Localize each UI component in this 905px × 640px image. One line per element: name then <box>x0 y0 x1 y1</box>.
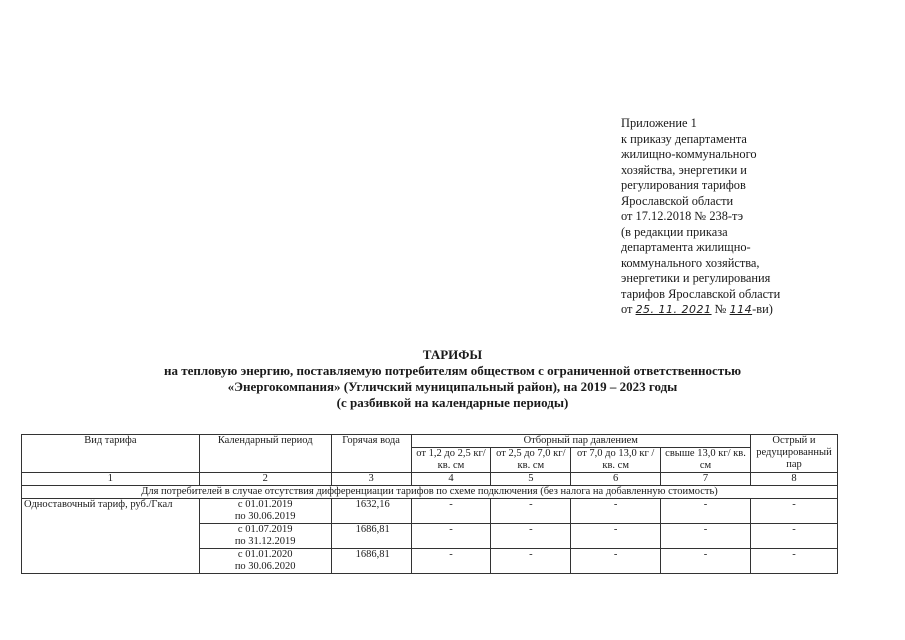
group-row <box>22 486 838 499</box>
column-number: 7 <box>661 473 751 486</box>
pressure-2-value: - <box>491 549 571 574</box>
table-row <box>22 499 838 524</box>
period-cell <box>199 524 331 549</box>
pressure-3-value: - <box>571 524 661 549</box>
appendix-prefix: от <box>621 302 633 316</box>
pressure-4-value: - <box>661 524 751 549</box>
column-number: 2 <box>199 473 331 486</box>
appendix-line: Приложение 1 <box>621 116 697 130</box>
pressure-3-value: - <box>571 549 661 574</box>
appendix-line: от 17.12.2018 № 238-тэ <box>621 209 744 223</box>
group-title: Для потребителей в случае отсутствия дифференциации тарифов по схеме подключения (без налога на добавленную стоимость) <box>22 486 838 499</box>
header-pressure-3: от 7,0 до 13,0 кг /кв. см <box>571 448 661 473</box>
pressure-2-value: - <box>491 524 571 549</box>
column-number: 6 <box>571 473 661 486</box>
period-to: по 31.12.2019 <box>234 536 296 547</box>
appendix-line: Ярославской области <box>621 193 734 208</box>
column-number: 3 <box>331 473 411 486</box>
pressure-4-value: - <box>661 549 751 574</box>
pressure-3-value: - <box>571 499 661 524</box>
period-from: с 01.01.2020 <box>237 549 293 560</box>
appendix-line: к приказу департамента <box>621 131 747 146</box>
appendix-last-line <box>621 302 881 318</box>
reduced-steam-value: - <box>750 524 837 549</box>
pressure-1-value: - <box>411 524 491 549</box>
appendix-line: хозяйства, энергетики и <box>621 162 747 177</box>
header-hot-water: Горячая вода <box>331 435 411 473</box>
hot-water-value: 1686,81 <box>331 524 411 549</box>
appendix-line: жилищно-коммунального <box>621 147 757 161</box>
appendix-suffix: -ви) <box>752 302 773 316</box>
header-steam-group: Отборный пар давлением <box>411 435 750 448</box>
document-title <box>0 347 905 411</box>
title-line-2: на тепловую энергию, поставляемую потребителям обществом с ограниченной ответственностью <box>163 363 742 378</box>
column-number: 4 <box>411 473 491 486</box>
period-from: с 01.07.2019 <box>237 524 293 535</box>
hot-water-value: 1632,16 <box>331 499 411 524</box>
pressure-1-value: - <box>411 549 491 574</box>
period-cell <box>199 549 331 574</box>
header-tariff-type: Вид тарифа <box>22 435 200 473</box>
title-line-4: (с разбивкой на календарные периоды) <box>336 395 569 410</box>
title-line-1: ТАРИФЫ <box>422 347 483 362</box>
column-number: 8 <box>750 473 837 486</box>
header-row <box>22 435 838 448</box>
number-sign: № <box>714 302 727 316</box>
period-cell <box>199 499 331 524</box>
title-line-3: «Энергокомпания» (Угличский муниципальный район), на 2019 – 2023 годы <box>227 379 678 394</box>
appendix-line: коммунального хозяйства, <box>621 255 760 270</box>
header-reduced-steam: Острый и редуцированный пар <box>750 435 837 473</box>
appendix-line: департамента жилищно- <box>621 240 751 254</box>
header-period: Календарный период <box>199 435 331 473</box>
appendix-note <box>621 116 881 318</box>
tariff-table <box>21 434 838 574</box>
period-to: по 30.06.2020 <box>234 561 296 572</box>
appendix-line: тарифов Ярославской области <box>621 286 781 301</box>
handwritten-number: 114 <box>729 303 753 316</box>
header-pressure-4: свыше 13,0 кг/ кв. см <box>661 448 751 473</box>
hot-water-value: 1686,81 <box>331 549 411 574</box>
period-from: с 01.01.2019 <box>237 499 293 510</box>
header-pressure-2: от 2,5 до 7,0 кг/ кв. см <box>491 448 571 473</box>
tariff-label: Одноставочный тариф, руб./Гкал <box>22 499 200 574</box>
appendix-line: (в редакции приказа <box>621 224 728 239</box>
pressure-4-value: - <box>661 499 751 524</box>
appendix-line: регулирования тарифов <box>621 178 746 192</box>
reduced-steam-value: - <box>750 499 837 524</box>
pressure-1-value: - <box>411 499 491 524</box>
column-number: 1 <box>22 473 200 486</box>
header-pressure-1: от 1,2 до 2,5 кг/ кв. см <box>411 448 491 473</box>
appendix-line: энергетики и регулирования <box>621 271 771 285</box>
column-number-row <box>22 473 838 486</box>
column-number: 5 <box>491 473 571 486</box>
period-to: по 30.06.2019 <box>234 511 296 522</box>
handwritten-date: 25. 11. 2021 <box>635 303 712 316</box>
reduced-steam-value: - <box>750 549 837 574</box>
pressure-2-value: - <box>491 499 571 524</box>
